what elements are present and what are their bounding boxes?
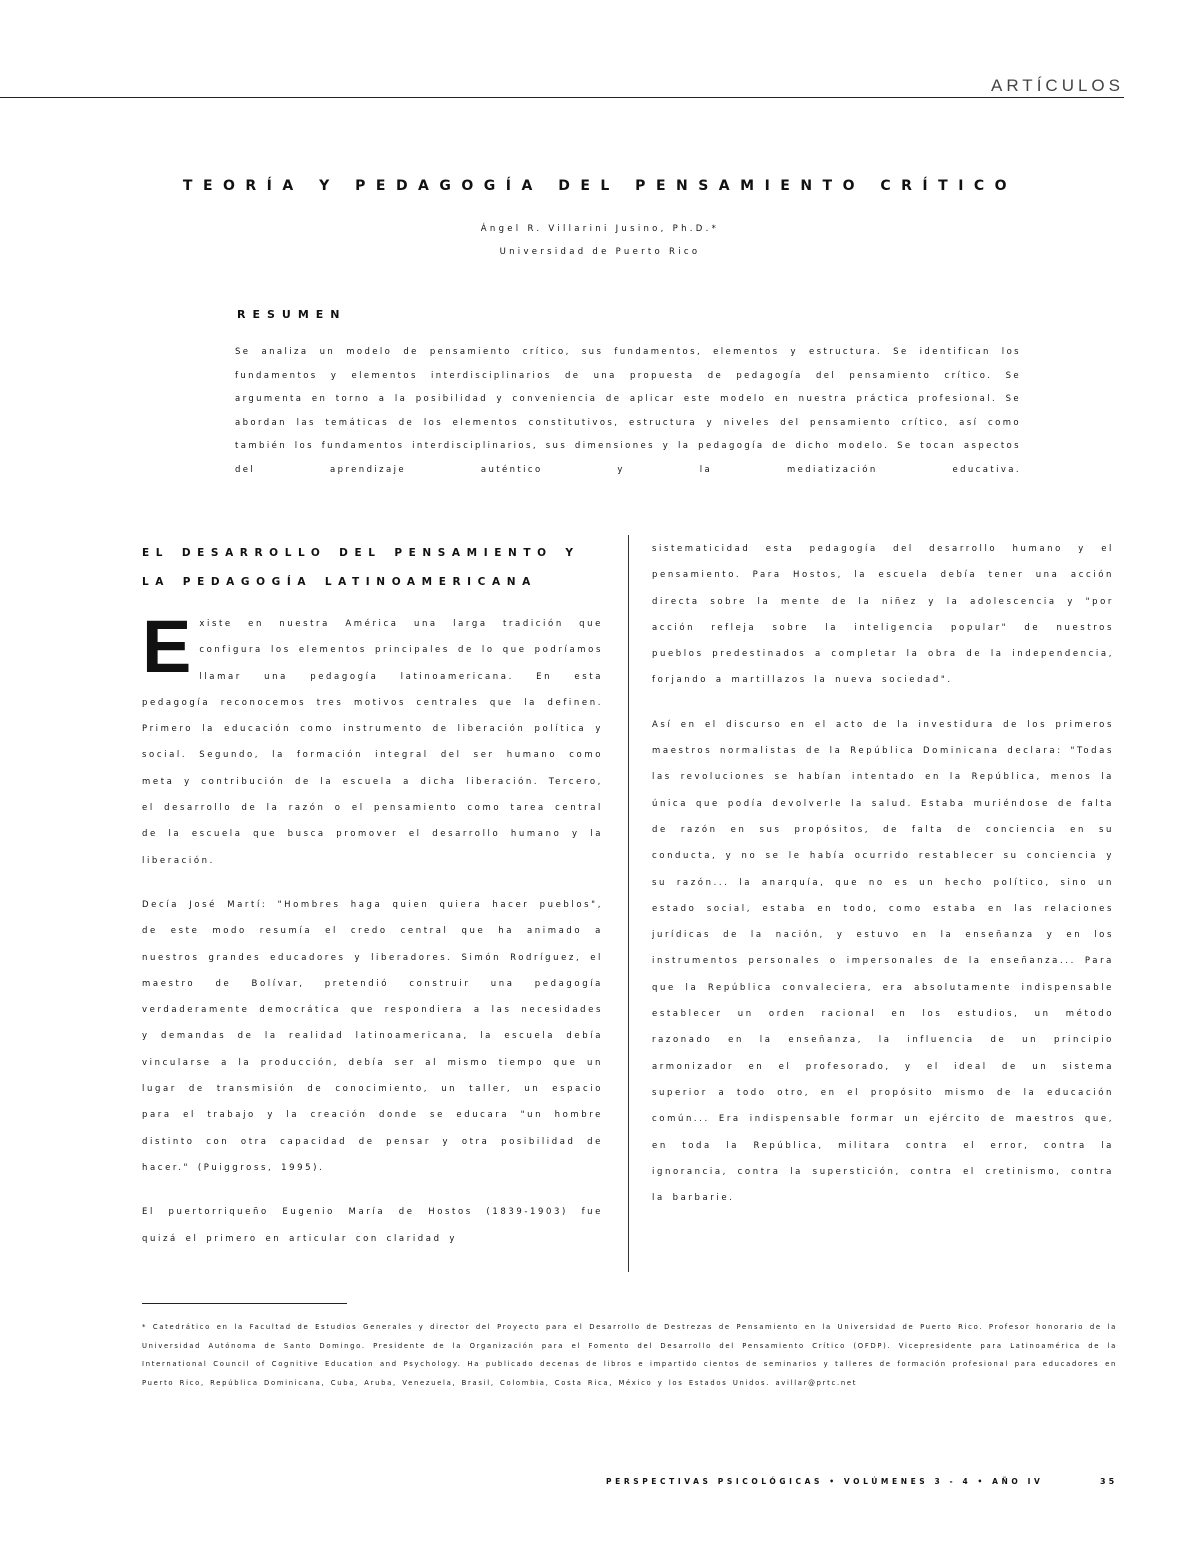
left-column xyxy=(142,539,603,1270)
paragraph: Decía José Martí: "Hombres haga quien quiera hacer pueblos", de este modo resumía el credo central que ha animado a nuestros grandes educadores y liberadores. Simón Rodríguez, el maestro de Bolívar, pretendió construir una pedagogía verdaderamente democrática que respondiera a las necesidades y demandas de la realidad latinoamericana, la escuela debía vincularse a la producción, debía ser al mismo tiempo que un lugar de transmisión de conocimiento, un taller, un espacio para el trabajo y la creación donde se educara "un hombre distinto con otra capacidad de pensar y otra posibilidad de hacer." (Puiggross, 1995). xyxy=(142,899,603,1173)
column-divider xyxy=(628,535,629,1272)
paragraph xyxy=(142,605,603,874)
paragraph-text: xiste en nuestra América una larga tradición que configura los elementos principales de lo que podríamos llamar una pedagogía latinoamericana. En esta pedagogía reconocemos tres motivos centrales que la definen. Primero la educación como instrumento de liberación política y social. Segundo, la formación integral del ser humano como meta y contribución de la escuela a dicha liberación. Tercero, el desarrollo de la razón o el pensamiento como tarea central de la escuela que busca promover el desarrollo humano y la liberación. xyxy=(142,619,603,866)
article-author: Ángel R. Villarini Jusino, Ph.D.* xyxy=(480,224,720,234)
section-heading xyxy=(142,539,603,597)
footnote-rule xyxy=(142,1303,347,1304)
paragraph: sistematicidad esta pedagogía del desarrollo humano y el pensamiento. Para Hostos, la escuela debía tener una acción directa sobre la mente de la niñez y la adolescencia y "por acción refleja sobre la inteligencia popular" de nuestros pueblos predestinados a completar la obra de la independencia, forjando a martillazos la nueva sociedad". xyxy=(652,544,1114,686)
abstract-text: Se analiza un modelo de pensamiento crítico, sus fundamentos, elementos y estructura. Se identifican los fundamentos y elementos interdisciplinarios de una propuesta de pedagogía del pensamiento crítico. Se argumenta en torno a la posibilidad y conveniencia de aplicar este modelo en nuestra práctica profesional. Se abordan las temáticas de los elementos constitutivos, estructura y niveles del pensamiento crítico, así como también los fundamentos interdisciplinarios, sus dimensiones y la pedagogía de dicho modelo. Se tocan aspectos del aprendizaje auténtico y la mediatización educativa. xyxy=(235,347,1021,475)
paragraph: El puertorriqueño Eugenio María de Hostos (1839-1903) fue quizá el primero en articular con claridad y xyxy=(142,1207,603,1244)
right-column xyxy=(652,536,1114,1229)
section-heading-line2: LA PEDAGOGÍA LATINOAMERICANA xyxy=(142,576,537,588)
article-title: TEORÍA Y PEDAGOGÍA DEL PENSAMIENTO CRÍTICO xyxy=(182,178,1018,194)
drop-cap: E xyxy=(142,605,192,688)
section-heading-line1: EL DESARROLLO DEL PENSAMIENTO Y xyxy=(142,547,580,559)
abstract-heading: RESUMEN xyxy=(237,308,347,321)
header-rule xyxy=(0,97,1124,98)
footer-journal: PERSPECTIVAS PSICOLÓGICAS • VOLÚMENES 3 - 4 • AÑO IV xyxy=(606,1477,1044,1486)
paragraph: Así en el discurso en el acto de la investidura de los primeros maestros normalistas de la República Dominicana declara: "Todas las revoluciones se habían intentado en la República, menos la única que podía devolverle la salud. Estaba muriéndose de falta de razón en sus propósitos, de falta de conciencia en su conducta, y no se le había ocurrido restablecer su conciencia y su razón... la anarquía, que no es un hecho político, sino un estado social, estaba en todo, como estaba en las relaciones jurídicas de la nación, y estuvo en la enseñanza y en los instrumentos personales o impersonales de la enseñanza... Para que la República convaleciera, era absolutamente indispensable establecer un orden racional en los estudios, un método razonado en la enseñanza, la influencia de un principio armonizador en el profesorado, y el ideal de un sistema superior a todo otro, en el propósito mismo de la educación común... Era indispensable formar un ejército de maestros que, en toda la República, militara contra el error, contra la ignorancia, contra la superstición, contra el cretinismo, contra la barbarie. xyxy=(652,719,1114,1204)
footnote: * Catedrático en la Facultad de Estudios Generales y director del Proyecto para el Desarrollo de Destrezas de Pensamiento en la Universidad de Puerto Rico. Profesor honorario de la Universidad Autónoma de Santo Domingo. Presidente de la Organización para el Fomento del Desarrollo del Pensamiento Crítico (OFDP). Vicepresidente para Latinoamérica de la International Council of Cognitive Education and Psychology. Ha publicado decenas de libros e impartido cientos de seminarios y talleres de formación profesional para educadores en Puerto Rico, República Dominicana, Cuba, Aruba, Venezuela, Brasil, Colombia, Costa Rica, México y los Estados Unidos. avillar@prtc.net xyxy=(142,1323,1117,1387)
page-number: 35 xyxy=(1100,1477,1118,1486)
section-label: ARTÍCULOS xyxy=(991,76,1124,95)
article-affiliation: Universidad de Puerto Rico xyxy=(499,247,701,257)
